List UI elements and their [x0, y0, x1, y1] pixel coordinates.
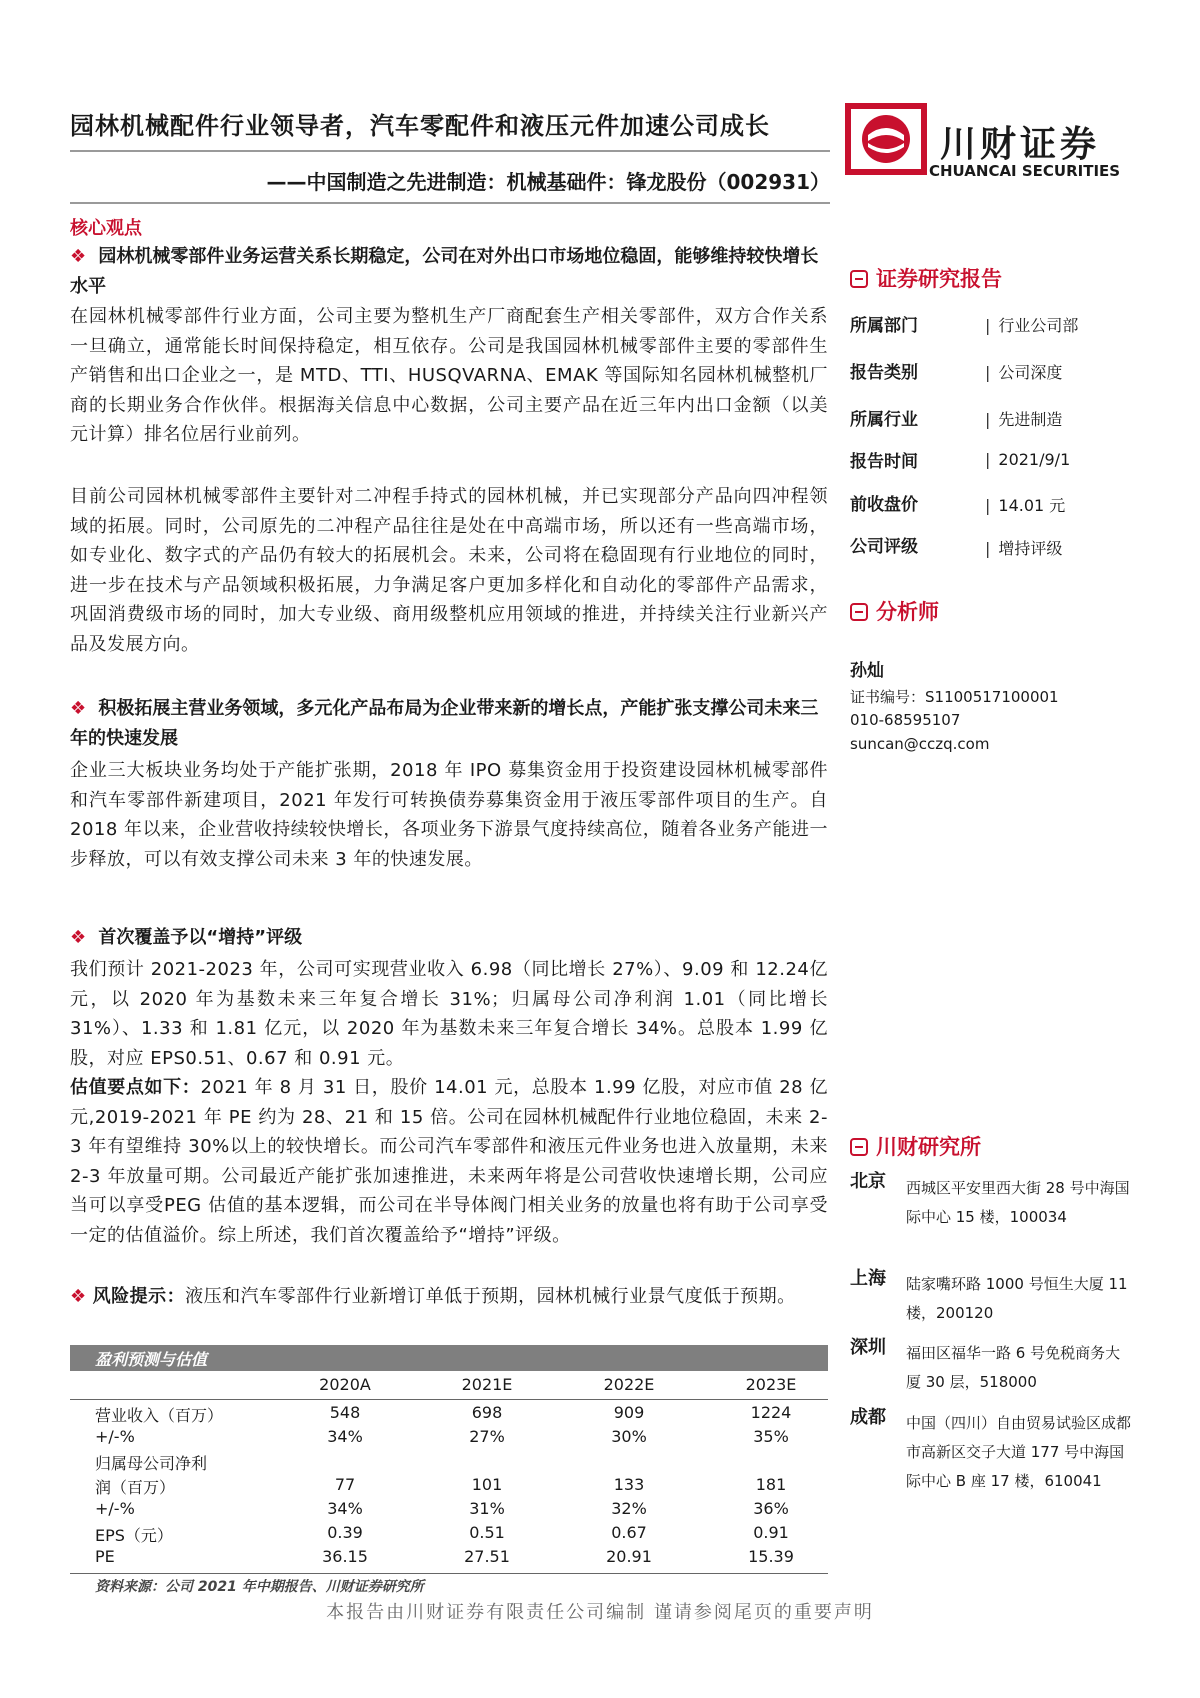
col-header: 2022E	[603, 1375, 655, 1394]
table-cell: 30%	[611, 1427, 647, 1446]
bullet-1-para-2: 目前公司园林机械零部件主要针对二冲程手持式的园林机械，并已实现部分产品向四冲程领域的拓展。同时，公司原先的二冲程产品往往是处在中高端市场，所以还有一些高端市场，如专业化、数字式的产品仍有较大的拓展机会。未来，公司将在稳固现有行业地位的同时，进一步在技术与产品领域积极拓展，力争满足客户更加多样化和自动化的零部件产品需求，巩固消费级市场的同时，加大专业级、商用级整机应用领域的推进，并持续关注行业新兴产品及发展方向。	[70, 486, 828, 655]
table-row	[70, 1547, 828, 1571]
row-label: +/-%	[95, 1427, 135, 1446]
institute-heading	[850, 1131, 981, 1161]
table-cell: 34%	[327, 1499, 363, 1518]
office-city: 上海	[850, 1268, 886, 1289]
table-cell: 101	[471, 1475, 503, 1494]
table-title-bar	[70, 1345, 828, 1371]
office-address: 西城区平安里西大街 28 号中海国际中心 15 楼，100034	[906, 1179, 1130, 1226]
table-cell: 1224	[750, 1403, 792, 1422]
valuation-label: 估值要点如下：	[70, 1077, 201, 1098]
institute-heading-text: 川财研究所	[876, 1135, 981, 1159]
analyst-heading	[850, 596, 939, 626]
subtitle-divider	[70, 202, 830, 204]
table-row	[70, 1427, 828, 1451]
table-bottom-divider	[70, 1573, 828, 1574]
bullet-1-title-text: 园林机械零部件业务运营关系长期稳定，公司在对外出口市场地位稳固，能够维持较快增长水平	[70, 246, 819, 297]
analyst-phone: 010-68595107	[850, 711, 961, 729]
table-cell: 20.91	[606, 1547, 652, 1566]
table-source: 资料来源：公司 2021 年中期报告、川财证券研究所	[95, 1579, 424, 1595]
bullet-2-para: 企业三大板块业务均处于产能扩张期，2018 年 IPO 募集资金用于投资建设园林机械零部件和汽车零部件新建项目，2021 年发行可转换债券募集资金用于液压零部件项目的生产。自 2018 年以来，企业营收持续较快增长，各项业务下游景气度持续高位，随着各业务产能进一步释放，可以有效支撑公司未来 3 年的快速发展。	[70, 760, 828, 870]
table-row	[70, 1403, 828, 1427]
info-label: 所属行业	[850, 410, 918, 430]
table-cell: 133	[613, 1475, 645, 1494]
table-cell: 0.51	[469, 1523, 505, 1542]
bullet-2-title	[70, 694, 828, 754]
table-header-row	[70, 1375, 828, 1399]
info-label: 前收盘价	[850, 495, 918, 515]
table-cell: 181	[755, 1475, 787, 1494]
table-cell: 909	[613, 1403, 645, 1422]
risk-text: 液压和汽车零部件行业新增订单低于预期，园林机械行业景气度低于预期。	[185, 1286, 796, 1307]
bullet-1-title	[70, 242, 828, 302]
analyst-email[interactable]: suncan@cczq.com	[850, 735, 990, 753]
office-city: 深圳	[850, 1337, 886, 1358]
analyst-cert: 证书编号：S1100517100001	[850, 688, 1059, 706]
table-cell: 548	[329, 1403, 361, 1422]
analyst-name: 孙灿	[850, 661, 884, 681]
bullet-2-title-text: 积极拓展主营业务领域，多元化产品布局为企业带来新的增长点，产能扩张支撑公司未来三年的快速发展	[70, 698, 819, 749]
office-city: 成都	[850, 1407, 886, 1428]
col-header: 2021E	[461, 1375, 513, 1394]
table-cell: 35%	[753, 1427, 789, 1446]
table-row	[70, 1475, 828, 1499]
diamond-bullet-icon: ❖	[70, 927, 87, 948]
info-value: | 公司深度	[985, 360, 1062, 383]
report-title: 园林机械配件行业领导者，汽车零配件和液压元件加速公司成长	[70, 112, 770, 140]
table-cell: 36.15	[322, 1547, 368, 1566]
table-row	[70, 1451, 828, 1475]
table-title: 盈利预测与估值	[95, 1350, 208, 1369]
risk-label: 风险提示：	[92, 1286, 186, 1307]
forecast-table	[70, 1345, 828, 1565]
info-value: | 先进制造	[985, 407, 1062, 430]
info-value: | 行业公司部	[985, 313, 1078, 336]
info-value: | 14.01 元	[985, 493, 1065, 516]
office-address: 陆家嘴环路 1000 号恒生大厦 11 楼，200120	[906, 1275, 1128, 1322]
report-icon	[850, 270, 868, 288]
analyst-heading-text: 分析师	[876, 600, 939, 624]
row-label: 润（百万）	[95, 1478, 176, 1497]
col-header: 2020A	[319, 1375, 371, 1394]
row-label: PE	[95, 1547, 115, 1566]
office-address: 福田区福华一路 6 号免税商务大厦 30 层，518000	[906, 1344, 1121, 1391]
table-cell: 15.39	[748, 1547, 794, 1566]
office-city: 北京	[850, 1171, 886, 1192]
row-label: 归属母公司净利	[95, 1454, 208, 1473]
bullet-3-title-text: 首次覆盖予以“增持”评级	[98, 927, 303, 948]
table-cell: 34%	[327, 1427, 363, 1446]
row-label: 营业收入（百万）	[95, 1406, 224, 1425]
valuation-text: 2021 年 8 月 31 日，股价 14.01 元，总股本 1.99 亿股，对应市值 28 亿元,2019-2021 年 PE 约为 28、21 和 15 倍。公司在园林机械配件行业地位稳固，未来 2-3 年有望维持 30%以上的较快增长。而公司汽车零部件和液压元件业务也进入放量期，未来 2-3 年放量可期。公司最近产能扩张加速推进，未来两年将是公司营收快速增长期，公司应当可以享受PEG 估值的基本逻辑，而公司在半导体阀门相关业务的放量也将有助于公司享受一定的估值溢价。综上所述，我们首次覆盖给予“增持”评级。	[70, 1077, 828, 1246]
table-header-divider	[70, 1399, 828, 1400]
logo-mark-icon	[845, 103, 927, 175]
valuation-paragraph	[70, 1073, 828, 1250]
logo-text-cn: 川财证券	[940, 124, 1101, 165]
table-cell: 77	[334, 1475, 356, 1494]
table-cell: 0.67	[611, 1523, 647, 1542]
logo-text-en: CHUANCAI SECURITIES	[929, 162, 1121, 180]
title-divider	[70, 150, 830, 152]
table-cell: 0.91	[753, 1523, 789, 1542]
bullet-3-para: 我们预计 2021-2023 年，公司可实现营业收入 6.98（同比增长 27%）、9.09 和 12.24亿元，以 2020 年为基数未来三年复合增长 31%；归属母公司净利润 1.01（同比增长 31%）、1.33 和 1.81 亿元，以 2020 年为基数未来三年复合增长 34%。总股本 1.99 亿股，对应 EPS0.51、0.67 和 0.91 元。	[70, 959, 828, 1069]
info-label: 所属部门	[850, 316, 918, 336]
report-subtitle: ——中国制造之先进制造：机械基础件：锋龙股份（002931）	[266, 170, 830, 194]
table-row	[70, 1523, 828, 1547]
bullet-1-para-1: 在园林机械零部件行业方面，公司主要为整机生产厂商配套生产相关零部件，双方合作关系一旦确立，通常能长时间保持稳定，相互依存。公司是我国园林机械零部件主要的零部件生产销售和出口企业之一，是 MTD、TTI、HUSQVARNA、EMAK 等国际知名园林机械整机厂商的长期业务合作伙伴。根据海关信息中心数据，公司主要产品在近三年内出口金额（以美元计算）排名位居行业前列。	[70, 306, 828, 445]
table-cell: 698	[471, 1403, 503, 1422]
report-type-heading	[850, 263, 1002, 293]
table-cell: 31%	[469, 1499, 505, 1518]
table-cell: 0.39	[327, 1523, 363, 1542]
info-label: 公司评级	[850, 537, 918, 557]
office-address: 中国（四川）自由贸易试验区成都市高新区交子大道 177 号中海国际中心 B 座 17 楼，610041	[906, 1414, 1132, 1490]
table-cell: 32%	[611, 1499, 647, 1518]
info-value: | 2021/9/1	[985, 450, 1070, 469]
table-cell: 27.51	[464, 1547, 510, 1566]
info-value: | 增持评级	[985, 536, 1062, 559]
analyst-icon	[850, 603, 868, 621]
core-heading: 核心观点	[70, 218, 142, 239]
risk-paragraph	[70, 1282, 828, 1312]
info-label: 报告时间	[850, 452, 918, 472]
company-logo	[845, 103, 927, 175]
bullet-3-title	[70, 923, 828, 953]
row-label: EPS（元）	[95, 1526, 173, 1545]
footer-disclaimer: 本报告由川财证券有限责任公司编制 谨请参阅尾页的重要声明	[326, 1602, 874, 1623]
row-label: +/-%	[95, 1499, 135, 1518]
table-row	[70, 1499, 828, 1523]
institute-icon	[850, 1138, 868, 1156]
col-header: 2023E	[745, 1375, 797, 1394]
table-cell: 36%	[753, 1499, 789, 1518]
diamond-bullet-icon: ❖	[70, 1286, 87, 1307]
report-type-heading-text: 证券研究报告	[876, 267, 1002, 291]
diamond-bullet-icon: ❖	[70, 246, 87, 267]
info-label: 报告类别	[850, 363, 918, 383]
diamond-bullet-icon: ❖	[70, 698, 87, 719]
table-cell: 27%	[469, 1427, 505, 1446]
